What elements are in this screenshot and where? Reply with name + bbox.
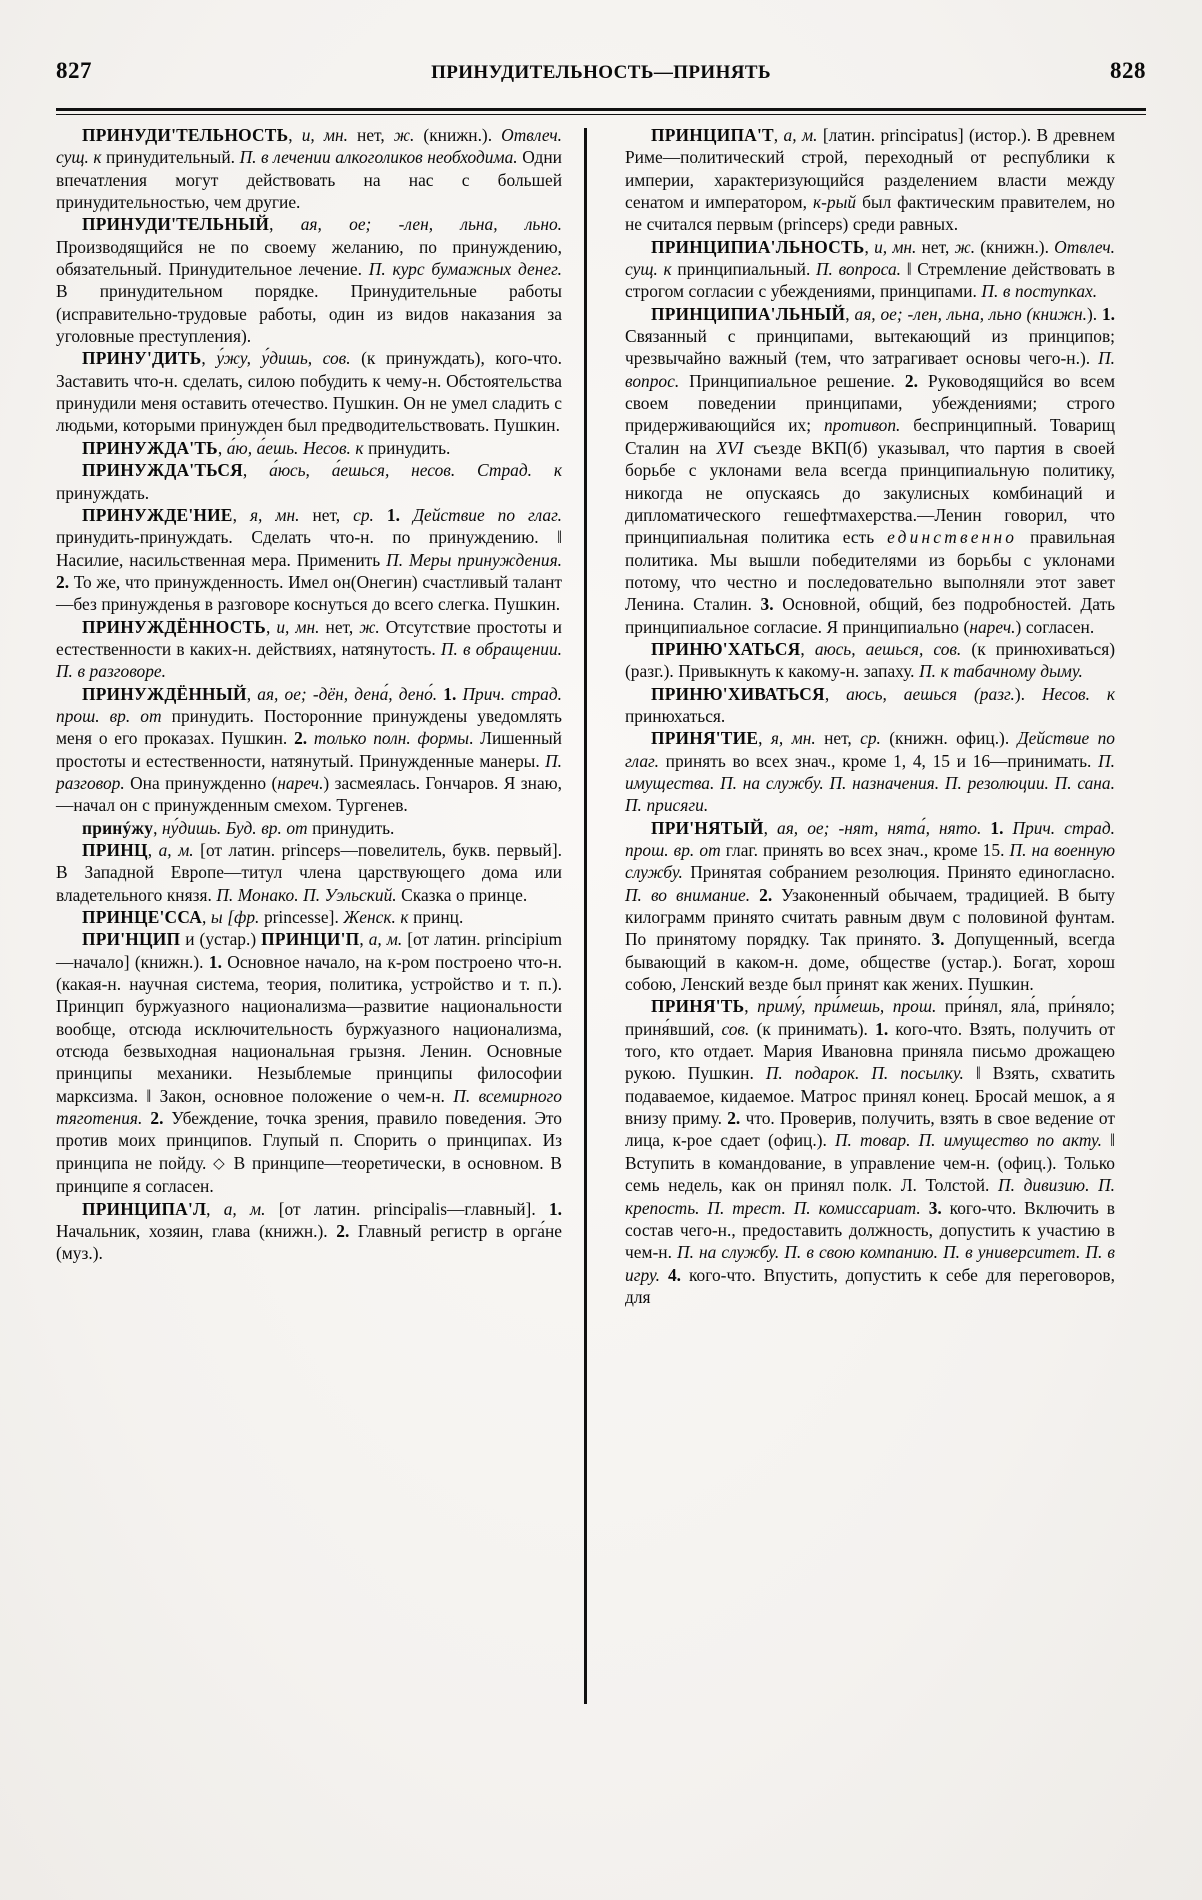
entry-body: , и, мн. нет, ж. (книжн.). Отвлеч. сущ. к принудительный. П. в лечении алкоголиков необходима. Одни впечатления могут действовать на нас с большей принудительностью, чем другие. bbox=[56, 125, 562, 213]
entry-body: , и, мн. нет, ж. (книжн.). Отвлеч. сущ. к принципиальный. П. вопроса. ‖ Стремление действовать в строгом согласии с убеждениями, принципами. П. в поступках. bbox=[625, 236, 1115, 302]
entry-headword: ПРИ'НЯТЫЙ bbox=[651, 817, 764, 838]
dictionary-entry bbox=[56, 817, 562, 839]
entry-body: , а, м. [латин. principatus] (истор.). В древнем Риме—политический строй, переходный от республики к империи, характеризующийся разделением власти между сенатом и императором, к-рый был фактическим правителем, но не считался первым (princeps) среди равных. bbox=[625, 125, 1116, 235]
entry-body: , ая, ое; -лен, льна, льно (книжн.). 1. Связанный с принципами, вытекающий из принципов; чрезвычайно важный (тем, что затрагивает основы чего-н.). П. вопрос. Принципиальное решение. 2. Руководящийся во всем своем поведении принципами, убеждениями; строго придерживающийся их; противоп. беспринципный. Товарищ Сталин на XVI съезде ВКП(б) указывал, что партия в своей борьбе с уклонами вела всегда принципиальную политику, никогда не опускаясь до закулисных комбинаций и дипломатического гешефтмахерства.—Ленин говорил, что принципиальная политика есть единственно правильная политика. Мы вышли победителями из борьбы с уклонами потому, что честно и последовательно выполняли этот завет Ленина. Сталин. 3. Основной, общий, без подробностей. Дать принципиальное согласие. Я принципиально (нареч.) согласен. bbox=[625, 303, 1116, 637]
dictionary-entry bbox=[625, 683, 1115, 728]
entry-headword: ПРИНУЖДЁННЫЙ bbox=[82, 683, 247, 704]
entry-headword: ПРИНУЖДЕ'НИЕ bbox=[82, 504, 233, 525]
entry-headword: ПРИНУЖДЁННОСТЬ bbox=[82, 616, 266, 637]
entry-headword: принýжу bbox=[82, 817, 154, 838]
dictionary-entry bbox=[56, 347, 562, 436]
dictionary-entry bbox=[625, 995, 1115, 1308]
entry-headword: ПРИНЦИПИА'ЛЬНОСТЬ bbox=[651, 236, 865, 257]
dictionary-entry bbox=[625, 638, 1115, 683]
dictionary-entry bbox=[56, 124, 562, 213]
two-column-body bbox=[56, 124, 1146, 1844]
entry-body: , ы [фр. princesse]. Женск. к принц. bbox=[201, 907, 464, 928]
dictionary-entry bbox=[56, 683, 562, 817]
dictionary-entry bbox=[625, 727, 1115, 816]
entry-body: , аюсь, аешься, сов. (к принюхиваться) (разг.). Привыкнуть к какому-н. запаху. П. к табачному дыму. bbox=[625, 638, 1115, 682]
header-rule-thick bbox=[56, 108, 1146, 111]
header-rule-thin bbox=[56, 114, 1146, 115]
folio-right: 828 bbox=[1110, 58, 1146, 83]
dictionary-entry bbox=[625, 817, 1115, 996]
entry-headword: ПРИНУЖДА'ТЬ bbox=[82, 437, 218, 458]
entry-headword: ПРИНУ'ДИТЬ bbox=[82, 348, 202, 369]
entry-body: , а́юсь, а́ешься, несов. Страд. к принуждать. bbox=[56, 460, 562, 503]
entry-headword: ПРИНЦЕ'ССА bbox=[82, 907, 202, 928]
entry-headword: ПРИНЮ'ХИВАТЬСЯ bbox=[651, 683, 825, 704]
dictionary-entry bbox=[56, 616, 562, 683]
entry-body: , ая, ое; -дён, дена́, дено́. 1. Прич. страд. прош. вр. от принудить. Посторонние принуждены уведомлять меня о его проказах. Пушкин. 2. только полн. формы. Лишенный простоты и естественности, натянутый. Принужденные манеры. П. разговор. Она принужденно (нареч.) засмеялась. Гончаров. Я знаю,—начал он с принужденным смехом. Тургенев. bbox=[56, 683, 562, 816]
entry-body: , ая, ое; -нят, нята́, нято. 1. Прич. страд. прош. вр. от глаг. принять во всех знач., кроме 15. П. на военную службу. Принятая собранием резолюция. Принято единогласно. П. во внимание. 2. Узаконенный обычаем, традицией. В быту килограмм принято считать равным двум с половиной фунтам. По принятому порядку. Так принято. 3. Допущенный, всегда бывающий в каком-н. доме, обществе (устар.). Богат, хорош собою, Ленский везде был принят как жених. Пушкин. bbox=[625, 817, 1115, 995]
column-right bbox=[595, 124, 1115, 1844]
entry-body: , приму́, при́мешь, прош. при́нял, яла́, при́няло; приня́вший, сов. (к принимать). 1. кого-что. Взять, получить от того, кто отдает. Мария Ивановна приняла письмо дрожащею рукою. Пушкин. П. подарок. П. посылку. ‖ Взять, схватить подаваемое, кидаемое. Матрос принял конец. Бросай мешок, а я внизу приму. 2. что. Проверив, получить, взять в свое ведение от лица, к-рое сдает (офиц.). П. товар. П. имущество по акту. ‖ Вступить в командование, в управление чем-н. (офиц.). Только семь недель, как он принял полк. Л. Толстой. П. дивизию. П. крепость. П. трест. П. комиссариат. 3. кого-что. Включить в состав чего-н., предоставить должность, допустить к участию в чем-н. П. на службу. П. в свою компанию. П. в университет. П. в игру. 4. кого-что. Впустить, допустить к себе для переговоров, для bbox=[625, 996, 1115, 1307]
dictionary-entry bbox=[625, 236, 1115, 303]
dictionary-entry bbox=[56, 437, 562, 459]
entry-headword: ПРИНУДИ'ТЕЛЬНЫЙ bbox=[82, 214, 270, 235]
entry-body: , а, м. [от латин. principalis—главный]. 1. Начальник, хозяин, глава (книжн.). 2. Главный регистр в орга́не (муз.). bbox=[56, 1198, 562, 1264]
dictionary-entry bbox=[56, 459, 562, 504]
entry-headword: ПРИНЦИПА'Л bbox=[82, 1198, 207, 1219]
dictionary-entry bbox=[625, 303, 1115, 638]
entry-body: , ну́дишь. Буд. вр. от принудить. bbox=[153, 817, 395, 838]
entry-headword: ПРИНУДИ'ТЕЛЬНОСТЬ bbox=[82, 125, 289, 145]
entry-body: , а, м. [от латин. princeps—повелитель, букв. первый]. В Западной Европе—титул члена царствующего дома или владетельного князя. П. Монако. П. Уэльский. Сказка о принце. bbox=[56, 840, 562, 905]
entry-headword: ПРИНЦИПА'Т bbox=[651, 125, 774, 145]
running-head-title: ПРИНУДИТЕЛЬНОСТЬ—ПРИНЯТЬ bbox=[431, 62, 771, 83]
entry-headword: ПРИ'НЦИП bbox=[82, 929, 181, 950]
entry-body: , я, мн. нет, ср. (книжн. офиц.). Действие по глаг. принять во всех знач., кроме 1, 4, 15 и 16—принимать. П. имущества. П. на службу. П. назначения. П. резолюции. П. сана. П. присяги. bbox=[625, 728, 1115, 816]
headword-conjunction: и (устар.) bbox=[180, 929, 262, 950]
dictionary-entry bbox=[56, 906, 562, 928]
entry-headword: ПРИНЦ bbox=[82, 840, 148, 860]
dictionary-entry bbox=[56, 1198, 562, 1265]
entry-headword: ПРИНЯ'ТЬ bbox=[651, 996, 745, 1017]
dictionary-entry bbox=[625, 124, 1115, 236]
entry-body: , у́жу, у́дишь, сов. (к принуждать), кого-что. Заставить что-н. сделать, силою побудить к чему-н. Обстоятельства принудили меня оставить отечество. Пушкин. Он не умел сладить с людьми, которыми принужден был предводительствовать. Пушкин. bbox=[56, 348, 562, 436]
entry-body: , а, м. [от латин. principium—начало] (книжн.). 1. Основное начало, на к-ром построено что-н. (какая-н. научная система, теория, политика, устройство и т. п.). Принцип буржуазного национализма—развитие национальности вообще, отсюда исключительность буржуазного национализма, отсюда безвыходная национальная грызня. Ленин. Основные принципы механики. Незыблемые принципы философии марксизма. ‖ Закон, основное положение о чем-н. П. всемирного тяготения. 2. Убеждение, точка зрения, правило поведения. Это против моих принципов. Глупый п. Спорить о принципах. Из принципа не пойду. ◇ В принципе—теоретически, в основном. В принципе я согласен. bbox=[56, 929, 562, 1197]
dictionary-entry bbox=[56, 504, 562, 616]
entry-headword: ПРИНЦИПИА'ЛЬНЫЙ bbox=[651, 303, 846, 324]
entry-body: , а́ю, а́ешь. Несов. к принудить. bbox=[217, 437, 451, 458]
entry-body: , ая, ое; -лен, льна, льно. Производящийся не по своему желанию, по принуждению, обязательный. Принудительное лечение. П. курс бумажных денег. В принудительном порядке. Принудительные работы (исправительно-трудовые работы, один из видов наказания за уголовные преступления). bbox=[56, 214, 562, 347]
entry-headword-variant: ПРИНЦИ'П bbox=[261, 929, 360, 950]
running-header bbox=[56, 58, 1146, 92]
entry-body: , аюсь, аешься (разг.). Несов. к принюхаться. bbox=[625, 683, 1115, 726]
dictionary-entry bbox=[56, 839, 562, 906]
entry-headword: ПРИНУЖДА'ТЬСЯ bbox=[82, 460, 243, 481]
entry-headword: ПРИНЮ'ХАТЬСЯ bbox=[651, 638, 801, 659]
folio-left: 827 bbox=[56, 58, 92, 83]
entry-headword: ПРИНЯ'ТИЕ bbox=[651, 728, 759, 749]
column-left bbox=[56, 124, 576, 1844]
dictionary-entry bbox=[56, 213, 562, 347]
entry-body: , я, мн. нет, ср. 1. Действие по глаг. принудить-принуждать. Сделать что-н. по принуждению. ‖ Насилие, насильственная мера. Применить П. Меры принуждения. 2. То же, что принужденность. Имел он(Онегин) счастливый талант—без принужденья в разговоре коснуться до всего слегка. Пушкин. bbox=[56, 504, 562, 615]
column-divider bbox=[584, 128, 587, 1704]
entry-body: , и, мн. нет, ж. Отсутствие простоты и естественности в каких-н. действиях, натянутость. П. в обращении. П. в разговоре. bbox=[56, 616, 562, 682]
dictionary-entry bbox=[56, 928, 562, 1197]
